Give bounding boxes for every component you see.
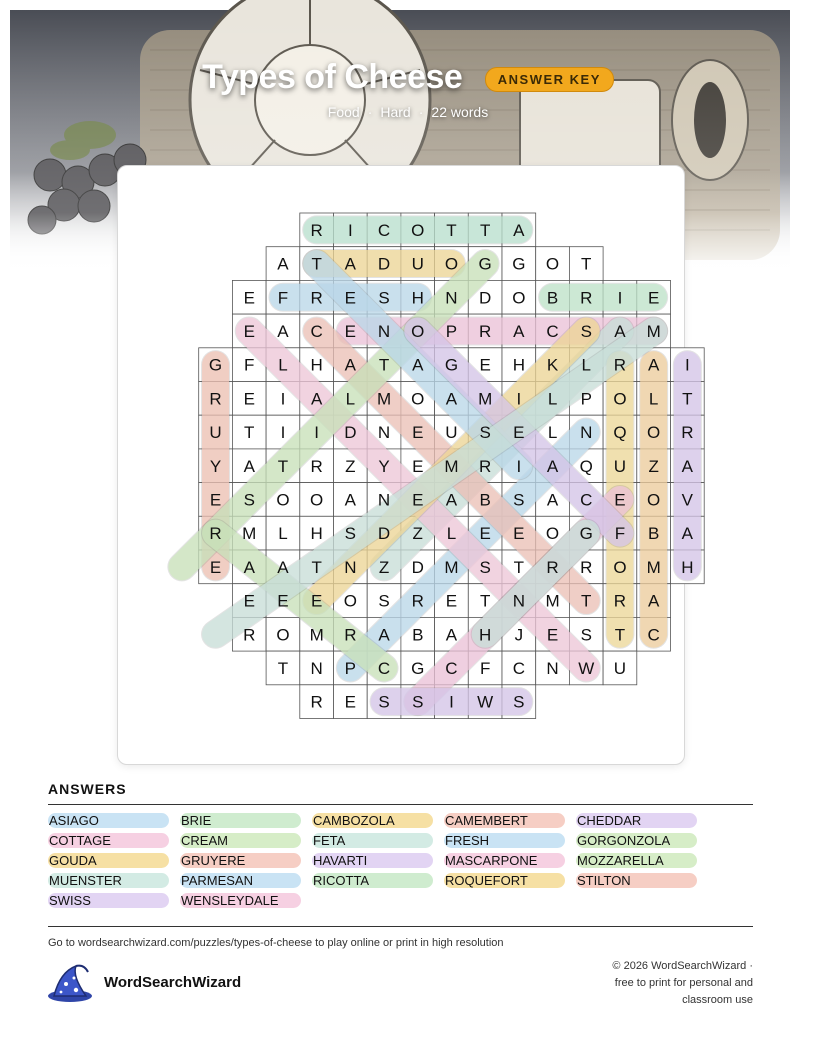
grid-letter: A	[243, 557, 255, 577]
grid-letter: T	[513, 557, 525, 577]
grid-letter: D	[479, 288, 492, 308]
grid-letter: O	[545, 524, 560, 544]
grid-letter: E	[412, 456, 424, 476]
grid-letter: R	[613, 355, 627, 375]
grid-letter: L	[278, 355, 288, 375]
grid-letter: T	[311, 254, 322, 274]
grid-letter: I	[280, 389, 286, 409]
grid-letter: Z	[648, 456, 659, 476]
grid-letter: O	[613, 557, 627, 577]
grid-letter: Y	[209, 456, 222, 476]
grid-letter: E	[243, 321, 255, 341]
answer-word: MASCARPONE	[444, 853, 565, 868]
grid-letter: G	[478, 254, 492, 274]
grid-letter: E	[344, 321, 357, 341]
grid-letter: K	[546, 355, 559, 375]
grid-letter: M	[478, 389, 493, 409]
grid-letter: M	[545, 591, 560, 611]
grid-letter: E	[209, 557, 222, 577]
grid-letter: L	[278, 524, 288, 544]
grid-letter: T	[479, 220, 491, 240]
grid-letter: C	[580, 490, 593, 510]
grid-letter: V	[681, 490, 694, 510]
grid-letter: T	[311, 557, 322, 577]
grid-letter: D	[411, 557, 424, 577]
grid-letter: S	[479, 557, 491, 577]
grid-letter: T	[244, 423, 255, 443]
grid-letter: R	[344, 625, 357, 645]
difficulty-label: Hard	[380, 104, 411, 120]
grid-letter: H	[310, 524, 323, 544]
answer-word: STILTON	[576, 873, 697, 888]
grid-letter: O	[647, 423, 661, 443]
grid-letter: A	[445, 389, 458, 409]
grid-letter: N	[310, 658, 323, 678]
grid-letter: E	[445, 591, 458, 611]
grid-letter: I	[347, 220, 353, 240]
grid-letter: M	[646, 321, 661, 341]
grid-letter: O	[545, 254, 560, 274]
answer-word: FETA	[312, 833, 433, 848]
grid-letter: N	[377, 490, 391, 510]
grid-letter: D	[377, 254, 391, 274]
grid-letter: N	[512, 591, 525, 611]
grid-letter: B	[546, 288, 559, 308]
grid-letter: M	[242, 524, 257, 544]
page-title: Types of Cheese	[202, 58, 463, 96]
grid-letter: H	[512, 355, 525, 375]
grid-letter: R	[411, 591, 424, 611]
puzzle-card	[117, 165, 694, 765]
grid-letter: T	[682, 389, 693, 409]
answer-word: RICOTTA	[312, 873, 433, 888]
grid-letter: F	[277, 288, 289, 308]
grid-letter: I	[516, 456, 522, 476]
grid-letter: A	[445, 490, 458, 510]
grid-letter: O	[512, 288, 526, 308]
grid-letter: U	[209, 423, 222, 443]
grid-letter: R	[310, 220, 323, 240]
grid-letter: F	[244, 355, 255, 375]
grid-letter: P	[445, 321, 458, 341]
grid-letter: R	[546, 557, 559, 577]
grid-letter: F	[479, 658, 491, 678]
grid-letter: B	[479, 490, 491, 510]
grid-letter: A	[277, 321, 289, 341]
grid-letter: R	[681, 423, 694, 443]
grid-letter: T	[581, 591, 592, 611]
grid-letter: B	[647, 524, 660, 544]
divider	[48, 926, 753, 927]
grid-letter: U	[445, 423, 458, 443]
grid-letter: L	[547, 423, 558, 443]
grid-letter: A	[681, 524, 694, 544]
grid-letter: R	[580, 557, 593, 577]
grid-letter: O	[310, 490, 324, 510]
answer-word: SWISS	[48, 893, 169, 908]
wizard-hat-icon	[46, 962, 94, 1004]
brand-name: WordSearchWizard	[104, 974, 242, 991]
answer-word: HAVARTI	[312, 853, 433, 868]
grid-letter: A	[513, 321, 525, 341]
grid-letter: S	[243, 490, 255, 510]
grid-letter: S	[513, 692, 525, 712]
grid-letter: J	[514, 625, 524, 645]
grid-letter: N	[445, 288, 458, 308]
grid-letter: N	[546, 658, 559, 678]
answer-word: GORGONZOLA	[576, 833, 697, 848]
grid-letter: O	[444, 254, 459, 274]
answer-word: CAMEMBERT	[444, 813, 565, 828]
grid-letter: F	[614, 524, 626, 544]
grid-letter: C	[647, 625, 660, 645]
grid-letter: N	[377, 423, 391, 443]
grid-letter: S	[479, 423, 491, 443]
grid-letter: A	[344, 254, 357, 274]
grid-letter: R	[479, 321, 492, 341]
grid-letter: M	[309, 625, 324, 645]
answer-word: CAMBOZOLA	[312, 813, 433, 828]
grid-letter: O	[411, 389, 425, 409]
grid-letter: L	[547, 389, 558, 409]
grid-letter: A	[647, 591, 660, 611]
grid-letter: E	[243, 288, 255, 308]
grid-letter: E	[243, 591, 255, 611]
grid-letter: O	[647, 490, 661, 510]
grid-letter: M	[646, 557, 661, 577]
grid-letter: A	[412, 355, 424, 375]
grid-letter: H	[479, 625, 492, 645]
grid-letter: E	[479, 524, 491, 544]
grid-letter: Q	[579, 456, 593, 476]
grid-letter: Y	[378, 456, 390, 476]
grid-letter: S	[378, 692, 390, 712]
grid-letter: Z	[378, 557, 390, 577]
grid-letter: I	[314, 423, 320, 443]
grid-letter: H	[411, 288, 424, 308]
grid-letter: O	[343, 591, 357, 611]
category-label: Food	[327, 104, 360, 120]
grid-letter: C	[377, 220, 391, 240]
grid-letter: B	[412, 625, 424, 645]
grid-letter: A	[344, 490, 357, 510]
answer-word: CREAM	[180, 833, 301, 848]
grid-letter: E	[412, 423, 424, 443]
grid-letter: Q	[613, 423, 627, 443]
answer-word: MOZZARELLA	[576, 853, 697, 868]
grid-letter: S	[378, 591, 390, 611]
word-count-label: 22 words	[431, 104, 489, 120]
grid-letter: R	[243, 625, 256, 645]
grid-letter: U	[613, 456, 627, 476]
grid-letter: E	[647, 288, 660, 308]
grid-letter: U	[613, 658, 627, 678]
grid-letter: D	[344, 423, 357, 443]
grid-letter: E	[479, 355, 491, 375]
grid-letter: E	[412, 490, 424, 510]
footer-link-text[interactable]: Go to wordsearchwizard.com/puzzles/types-of-cheese to play online or print in high resolution	[48, 937, 504, 949]
grid-letter: E	[513, 524, 525, 544]
separator: ·	[367, 104, 373, 120]
grid-letter: U	[411, 254, 424, 274]
grid-letter: L	[648, 389, 659, 409]
grid-letter: R	[310, 456, 323, 476]
word-search-grid	[118, 166, 694, 764]
grid-letter: S	[378, 288, 390, 308]
grid-letter: T	[378, 355, 390, 375]
separator: ·	[418, 104, 424, 120]
grid-letter: P	[580, 389, 592, 409]
grid-letter: N	[344, 557, 357, 577]
answer-word: CHEDDAR	[576, 813, 697, 828]
title-row	[0, 58, 816, 97]
grid-letter: Z	[345, 456, 356, 476]
grid-letter: E	[614, 490, 626, 510]
grid-letter: E	[277, 591, 289, 611]
answer-word: ROQUEFORT	[444, 873, 565, 888]
grid-letter: T	[479, 591, 491, 611]
grid-letter: N	[580, 423, 593, 443]
grid-letter: M	[444, 456, 459, 476]
grid-letter: L	[345, 389, 356, 409]
grid-letter: A	[277, 557, 289, 577]
grid-letter: I	[280, 423, 286, 443]
grid-letter: A	[546, 490, 559, 510]
grid-letter: T	[581, 254, 592, 274]
grid-letter: M	[376, 389, 392, 409]
answer-word: BRIE	[180, 813, 301, 828]
grid-letter: E	[310, 591, 323, 611]
answer-word: MUENSTER	[48, 873, 169, 888]
grid-letter: E	[209, 490, 222, 510]
grid-letter: G	[411, 658, 425, 678]
grid-letter: L	[581, 355, 591, 375]
grid-letter: A	[681, 456, 694, 476]
grid-letter: O	[276, 625, 290, 645]
answer-word: PARMESAN	[180, 873, 301, 888]
grid-letter: H	[310, 355, 323, 375]
grid-letter: L	[446, 524, 457, 544]
answer-word: ASIAGO	[48, 813, 169, 828]
grid-letter: G	[208, 355, 223, 375]
grid-letter: N	[377, 321, 391, 341]
grid-letter: S	[580, 625, 592, 645]
grid-letter: R	[209, 389, 222, 409]
grid-letter: W	[578, 658, 595, 678]
grid-letter: G	[579, 524, 593, 544]
grid-letter: A	[277, 254, 289, 274]
grid-letter: T	[277, 658, 289, 678]
grid-letter: D	[377, 524, 391, 544]
grid-letter: E	[344, 288, 357, 308]
answers-heading: ANSWERS	[48, 781, 127, 797]
grid-letter: E	[546, 625, 559, 645]
copyright-line: free to print for personal and	[614, 977, 753, 989]
grid-letter: R	[310, 692, 323, 712]
grid-letter: I	[449, 692, 454, 712]
grid-letter: R	[479, 456, 492, 476]
divider	[48, 804, 753, 805]
grid-letter: C	[512, 658, 525, 678]
answer-key-badge: ANSWER KEY	[485, 67, 614, 92]
grid-letter: Z	[412, 524, 423, 544]
grid-letter: S	[412, 692, 424, 712]
puzzle-meta	[0, 104, 816, 120]
grid-letter: S	[580, 321, 592, 341]
grid-letter: A	[344, 355, 357, 375]
grid-letter: C	[546, 321, 559, 341]
grid-letter: E	[513, 423, 525, 443]
answer-word: COTTAGE	[48, 833, 169, 848]
grid-letter: I	[617, 288, 623, 308]
answer-word: FRESH	[444, 833, 565, 848]
grid-letter: A	[546, 456, 559, 476]
grid-letter: S	[344, 524, 357, 544]
grid-letter: R	[310, 288, 323, 308]
grid-letter: A	[647, 355, 660, 375]
grid-letter: T	[277, 456, 289, 476]
grid-letter: O	[276, 490, 290, 510]
grid-letter: H	[681, 557, 694, 577]
grid-letter: A	[513, 220, 525, 240]
grid-letter: O	[613, 389, 627, 409]
grid-letter: I	[516, 389, 522, 409]
answer-word: GRUYERE	[180, 853, 301, 868]
grid-letter: C	[310, 321, 323, 341]
grid-letter: M	[444, 557, 459, 577]
grid-letter: A	[378, 625, 390, 645]
copyright-line: © 2026 WordSearchWizard ·	[612, 960, 753, 972]
grid-letter: G	[512, 254, 526, 274]
answer-word: WENSLEYDALE	[180, 893, 301, 908]
grid-letter: A	[445, 625, 458, 645]
grid-letter: R	[613, 591, 627, 611]
grid-letter: A	[614, 321, 626, 341]
grid-letter: W	[477, 692, 494, 712]
grid-letter: E	[243, 389, 255, 409]
answer-word: GOUDA	[48, 853, 169, 868]
copyright-line: classroom use	[682, 994, 753, 1006]
grid-letter: R	[580, 288, 593, 308]
grid-letter: T	[446, 220, 457, 240]
grid-letter: I	[684, 355, 690, 375]
grid-letter: A	[243, 456, 255, 476]
grid-letter: E	[344, 692, 357, 712]
grid-letter: C	[445, 658, 458, 678]
grid-letter: G	[444, 355, 459, 375]
grid-letter: S	[513, 490, 525, 510]
grid-letter: O	[411, 321, 425, 341]
grid-letter: A	[310, 389, 323, 409]
grid-letter: P	[344, 658, 357, 678]
grid-letter: C	[377, 658, 391, 678]
grid-letter: O	[411, 220, 425, 240]
copyright-notice	[513, 958, 753, 1009]
grid-letter: R	[209, 524, 222, 544]
grid-letter: T	[614, 625, 626, 645]
